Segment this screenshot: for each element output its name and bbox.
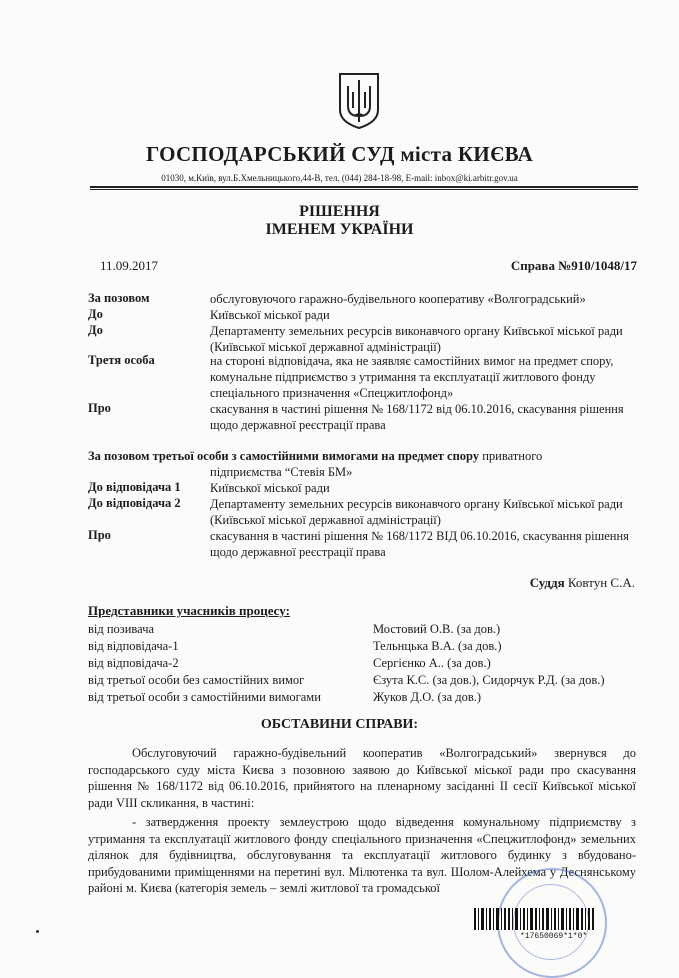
party-value: скасування в частині рішення № 168/1172 ВІД 06.10.2016, скасування рішення щодо державної реєстрації права xyxy=(210,529,629,559)
header-divider-thin xyxy=(90,189,638,190)
party-label: Третя особа xyxy=(88,353,155,367)
party-value: Департаменту земельних ресурсів виконавчого органу Київської міської ради (Київської міської державної адміністрації) xyxy=(210,324,623,354)
header-divider xyxy=(90,186,638,188)
party-label: До xyxy=(88,323,103,337)
party-value: Київської міської ради xyxy=(210,308,330,322)
representative-name: Мостовий О.В. (за дов.) xyxy=(373,622,501,636)
coat-of-arms-icon xyxy=(338,72,380,130)
party-label: Про xyxy=(88,528,111,542)
representative-name: Сергієнко А.. (за дов.) xyxy=(373,656,491,670)
barcode-number: *17650069*1*0* xyxy=(520,932,588,941)
decision-date: 11.09.2017 xyxy=(100,258,159,273)
party-label: За позовом xyxy=(88,291,150,305)
party-label: До xyxy=(88,307,103,321)
scan-speck xyxy=(36,930,39,933)
representatives-title: Представники учасників процесу: xyxy=(88,603,290,618)
representative-name: Тельнцька В.А. (за дов.) xyxy=(373,639,502,653)
judge-name: Ковтун С.А. xyxy=(564,575,635,590)
representative-role: від відповідача-1 xyxy=(88,639,179,653)
representative-role: від третьої особи без самостійних вимог xyxy=(88,673,305,687)
circumstances-heading: ОБСТАВИНИ СПРАВИ: xyxy=(260,717,419,732)
party-label: Про xyxy=(88,401,111,415)
party-value: Київської міської ради xyxy=(210,481,330,495)
party-value: обслуговуючого гаражно-будівельного кооперативу «Волгоградський» xyxy=(210,292,586,306)
third-party-claim-heading-bold: За позовом третьої особи з самостійними вимогами на предмет спору xyxy=(88,449,480,463)
judge xyxy=(530,575,635,591)
party-value: скасування в частині рішення № 168/1172 від 06.10.2016, скасування рішення щодо державної реєстрації права xyxy=(210,402,624,432)
representative-name: Жуков Д.О. (за дов.) xyxy=(373,690,482,704)
party-label: До відповідача 1 xyxy=(88,480,181,494)
barcode-icon xyxy=(474,908,594,930)
judge-label: Суддя xyxy=(529,575,565,590)
case-number: Справа №910/1048/17 xyxy=(510,258,637,273)
court-name: ГОСПОДАРСЬКИЙ СУД міста КИЄВА xyxy=(145,142,534,166)
representative-name: Єзута К.С. (за дов.), Сидорчук Р.Д. (за дов.) xyxy=(373,673,605,687)
decision-title: РІШЕННЯ xyxy=(299,203,380,220)
third-party-claim-heading-tail: приватного xyxy=(479,449,543,463)
party-value: Департаменту земельних ресурсів виконавчого органу Київської міської ради (Київської міської державної адміністрації) xyxy=(210,497,623,527)
third-party-claim-heading xyxy=(88,448,648,464)
representative-role: від відповідача-2 xyxy=(88,656,179,670)
court-address: 01030, м.Київ, вул.Б.Хмельницького,44-В, тел. (044) 284-18-98, E-mail: inbox@ki.arbitr.gov.ua xyxy=(161,173,518,183)
representative-role: від третьої особи з самостійними вимогами xyxy=(88,690,321,704)
third-party-claim-continuation: підприємства “Стевія БМ» xyxy=(210,465,353,479)
circumstances-paragraph: Обслуговуючий гаражно-будівельний кооператив «Волгоградський» звернувся до господарського суду міста Києва з позовною заявою до Київської міської ради про скасування рішення № 168/1172 від 06.10.2016, прийнятого на пленарному засіданні II сесії Київської міської ради VIII скликання, в частині: xyxy=(88,746,636,810)
circumstances-paragraph: - затвердження проекту землеустрою щодо відведення комунальному підприємству з утримання та експлуатації житлового фонду спеціального призначення «Спецжитлофонд» земельних ділянок для будівництва, обслуговування та експлуатації житлового будинку з вбудовано-прибудованими приміщеннями на перетині вул. Мілютенка та вул. Шолом-Алейхема у Деснянському районі м. Києва (категорія земель – землі житлової та громадської xyxy=(88,815,636,895)
representative-role: від позивача xyxy=(88,622,155,636)
party-value: на стороні відповідача, яка не заявляє самостійних вимог на предмет спору, комунальне підприємство з утримання та експлуатації житлового фонду спеціального призначення «Спецжитлофонд» xyxy=(210,354,614,400)
party-label: До відповідача 2 xyxy=(88,496,181,510)
decision-subtitle: ІМЕНЕМ УКРАЇНИ xyxy=(265,221,414,238)
